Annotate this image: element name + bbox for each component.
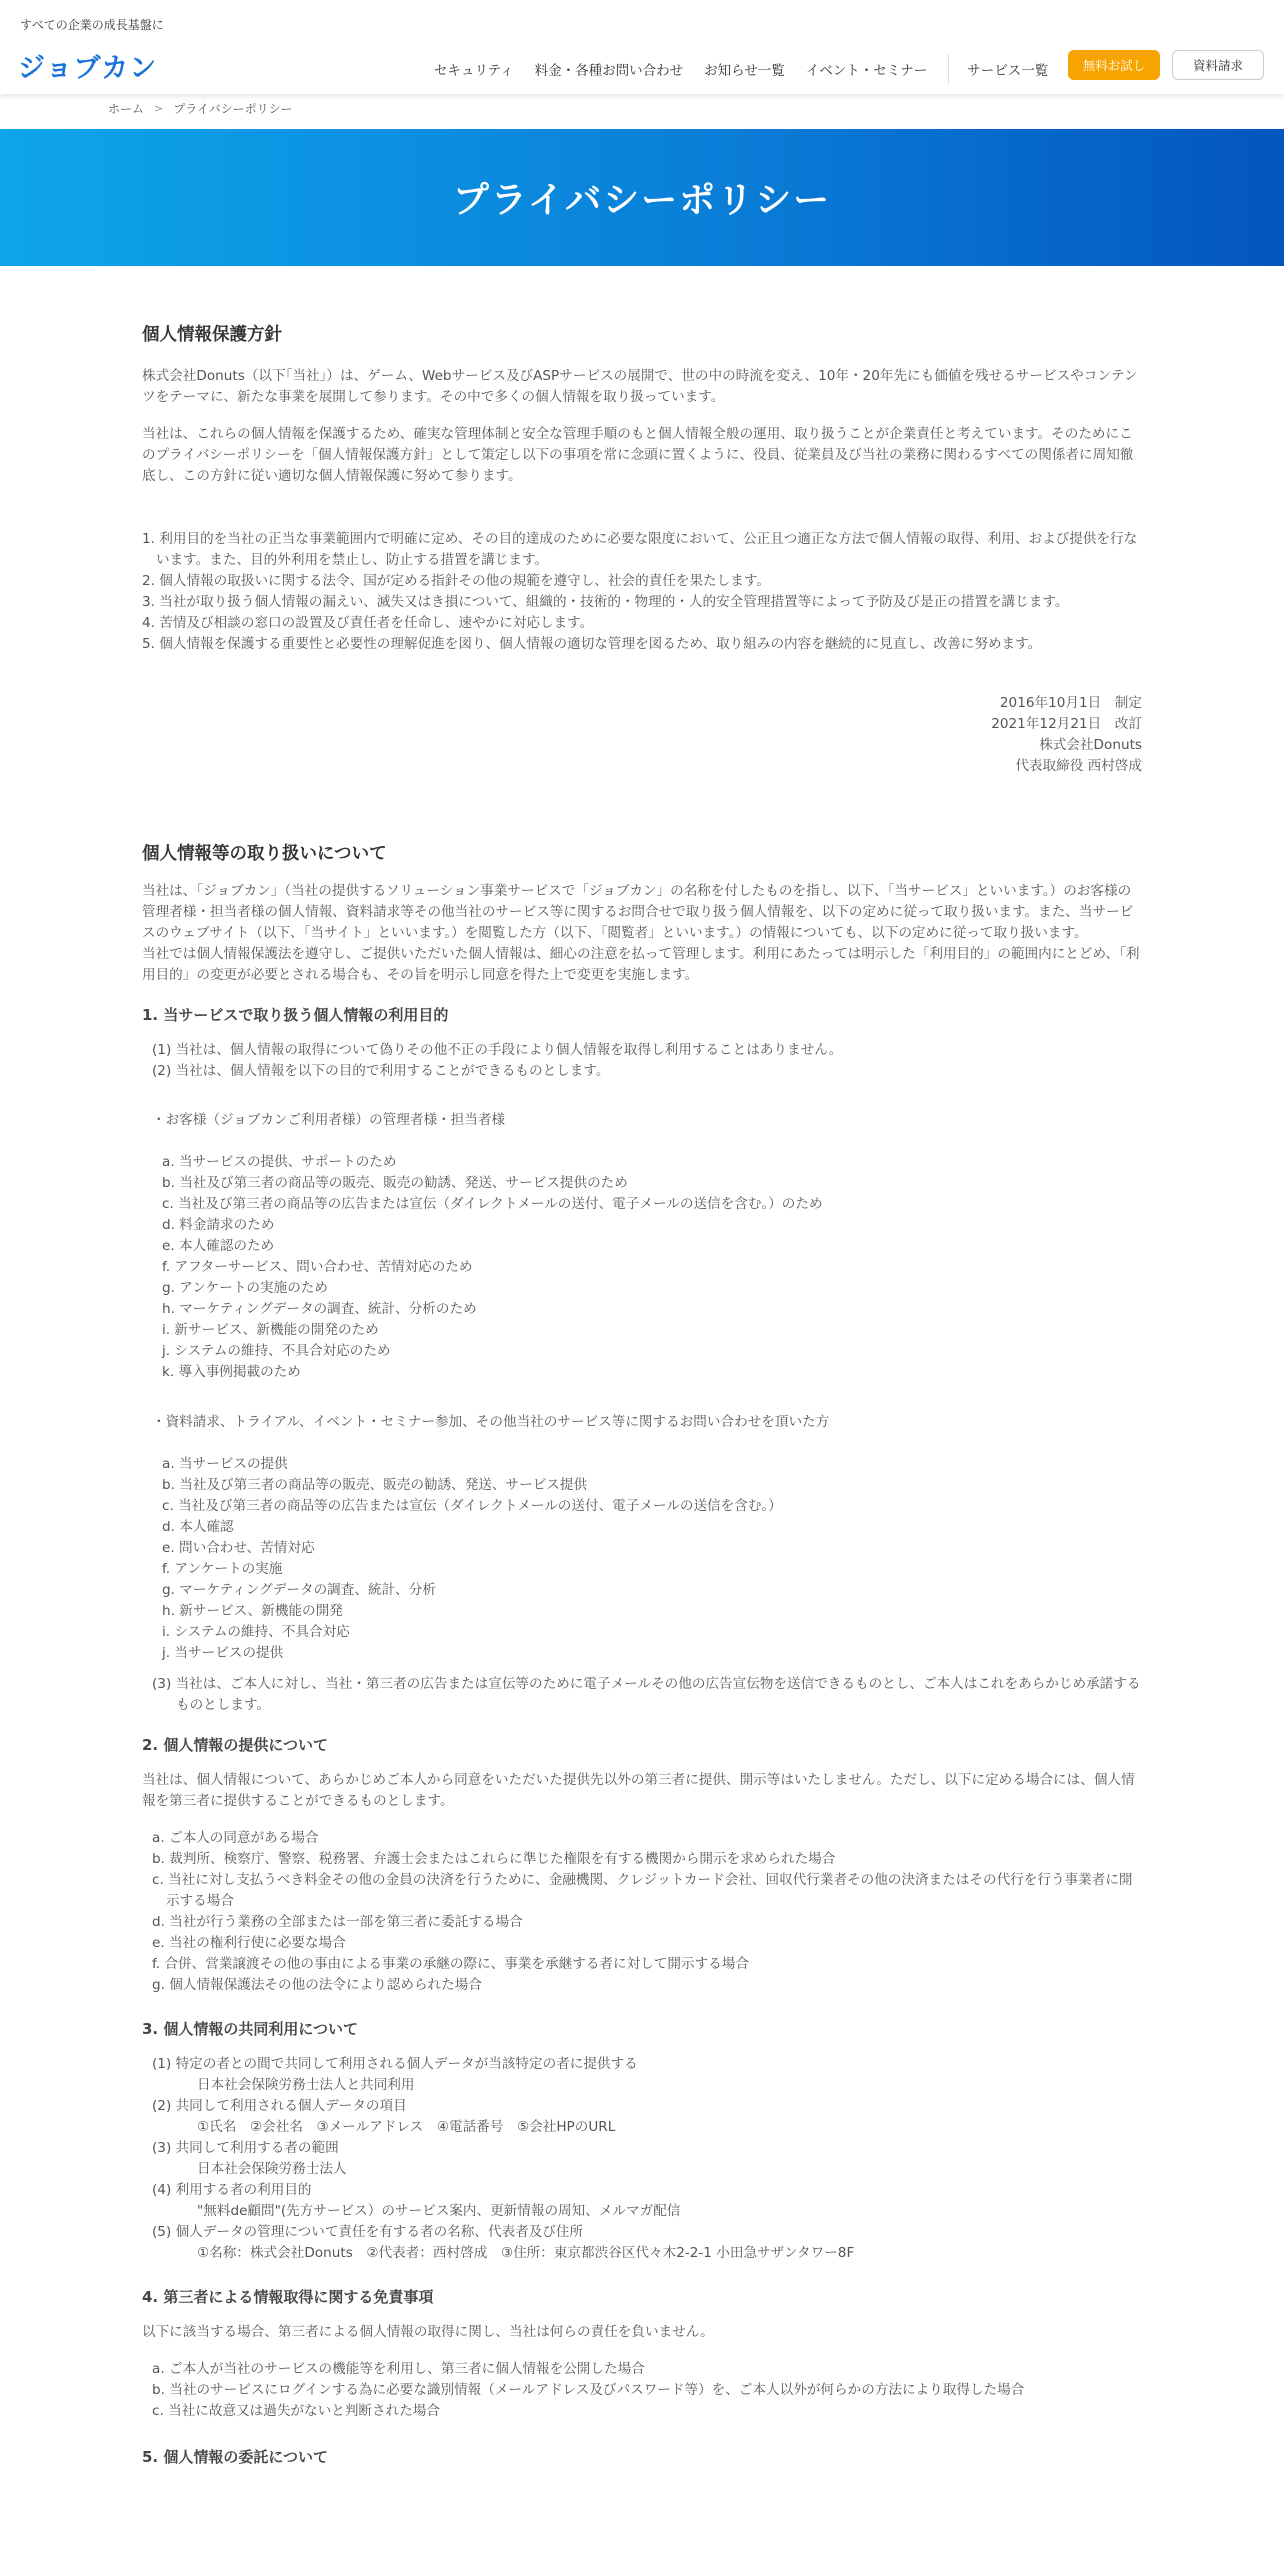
breadcrumb-home[interactable]: ホーム <box>108 102 145 116</box>
list-item: (3) 共同して利用する者の範囲 <box>152 2140 339 2156</box>
logo[interactable]: ジョブカン <box>18 53 158 84</box>
section-title: 3. 個人情報の共同利用について <box>142 2020 359 2038</box>
policy-list <box>142 529 1142 655</box>
list-item: 2. 個人情報の取扱いに関する法令、国が定める指針その他の規範を遵守し、社会的責任を果たします。 <box>142 573 770 589</box>
list-item: g. アンケートの実施のため <box>162 1280 328 1296</box>
list-item: d. 当社が行う業務の全部または一部を第三者に委託する場合 <box>152 1914 523 1930</box>
list-item-detail: 日本社会保険労務士法人と共同利用 <box>197 2077 415 2093</box>
list-item-detail: "無料de顧問"(先方サービス）のサービス案内、更新情報の周知、メルマガ配信 <box>197 2203 681 2219</box>
list-item: c. 当社及び第三者の商品等の広告または宣伝（ダイレクトメールの送付、電子メールの送信を含む。） <box>162 1498 782 1514</box>
date-established: 2016年10月1日 制定 <box>999 695 1142 711</box>
list-item: d. 料金請求のため <box>162 1217 275 1233</box>
list-item-detail: ①氏名 ②会社名 ③メールアドレス ④電話番号 ⑤会社HPのURL <box>197 2119 616 2135</box>
date-revised: 2021年12月21日 改訂 <box>991 716 1142 732</box>
section-title: 4. 第三者による情報取得に関する免責事項 <box>142 2288 434 2306</box>
company-name: 株式会社Donuts <box>1039 737 1142 753</box>
list-item: h. 新サービス、新機能の開発 <box>162 1603 343 1619</box>
section-title: 1. 当サービスで取り扱う個人情報の利用目的 <box>142 1006 449 1024</box>
list-item: h. マーケティングデータの調査、統計、分析のため <box>162 1301 477 1317</box>
list-item: e. 当社の権利行使に必要な場合 <box>152 1935 346 1951</box>
site-header <box>0 0 1284 94</box>
list-item-detail: ①名称：株式会社Donuts ②代表者：西村啓成 ③住所：東京都渋谷区代々木2-2-1 小田急サザンタワー8F <box>197 2245 855 2261</box>
handling-intro: 当社では個人情報保護法を遵守し、ご提供いただいた個人情報は、細心の注意を払って管理します。利用にあたっては明示した「利用目的」の範囲内にとどめ、「利用目的」の変更が必要とされる場合も、その旨を明示し同意を得た上で変更を実施します。 <box>142 946 1140 983</box>
list-item: k. 導入事例掲載のため <box>162 1364 301 1380</box>
list-item: (4) 利用する者の利用目的 <box>152 2182 312 2198</box>
handling-intro: 当社は、「ジョブカン」（当社の提供するソリューション事業サービスで「ジョブカン」の名称を付したものを指し、以下、「当サービス」といいます。）のお客様の管理者様・担当者様の個人情報、資料請求等その他当社のサービス等に関するお問合せで取り扱う個人情報を、以下の定めに従って取り扱います。また、当サービスのウェブサイト（以下、「当サイト」といいます。）を閲覧した方（以下、「閲覧者」といいます。）の情報についても、以下の定めに従って取り扱います。 <box>142 883 1134 941</box>
provision-list <box>142 1828 1142 1996</box>
list-item: (3) 当社は、ご本人に対し、当社・第三者の広告または宣伝等のために電子メールその他の広告宣伝物を送信できるものとし、ご本人はこれをあらかじめ承諾するものとします。 <box>152 1676 1141 1713</box>
nav-news[interactable]: お知らせ一覧 <box>704 63 785 79</box>
policy-heading: 個人情報保護方針 <box>142 325 282 345</box>
purpose-list <box>142 1454 1142 1664</box>
breadcrumb <box>108 100 293 117</box>
list-item: b. 裁判所、検察庁、警察、税務署、弁護士会またはこれらに準じた権限を有する機関から開示を求められた場合 <box>152 1851 836 1867</box>
list-item: (2) 共同して利用される個人データの項目 <box>152 2098 407 2114</box>
list-item: a. ご本人の同意がある場合 <box>152 1830 319 1846</box>
list-item: a. 当サービスの提供、サポートのため <box>162 1154 397 1170</box>
list-item: 1. 利用目的を当社の正当な事業範囲内で明確に定め、その目的達成のために必要な限度において、公正且つ適正な方法で個人情報の取得、利用、および提供を行ないます。また、目的外利用を禁止し、防止する措置を講じます。 <box>142 531 1138 568</box>
list-item: e. 問い合わせ、苦情対応 <box>162 1540 315 1556</box>
representative: 代表取締役 西村啓成 <box>1015 758 1142 774</box>
policy-dates <box>142 693 1142 777</box>
purpose-list <box>142 1152 1142 1383</box>
list-item: (2) 当社は、個人情報を以下の目的で利用することができるものとします。 <box>152 1063 610 1079</box>
list-item: (5) 個人データの管理について責任を有する者の名称、代表者及び住所 <box>152 2224 584 2240</box>
group-title: ・お客様（ジョブカンご利用者様）の管理者様・担当者様 <box>152 1112 506 1128</box>
list-item: b. 当社及び第三者の商品等の販売、販売の勧誘、発送、サービス提供 <box>162 1477 588 1493</box>
list-item: (1) 当社は、個人情報の取得について偽りその他不正の手段により個人情報を取得し利用することはありません。 <box>152 1042 843 1058</box>
list-item-detail: 日本社会保険労務士法人 <box>197 2161 347 2177</box>
nav-pricing-contact[interactable]: 料金・各種お問い合わせ <box>534 63 684 79</box>
breadcrumb-current: プライバシーポリシー <box>173 102 293 116</box>
hero-banner <box>0 129 1284 266</box>
list-item: e. 本人確認のため <box>162 1238 275 1254</box>
nav-services[interactable]: サービス一覧 <box>967 63 1049 79</box>
list-item: c. 当社及び第三者の商品等の広告または宣伝（ダイレクトメールの送付、電子メールの送信を含む。）のため <box>162 1196 823 1212</box>
list-item: j. 当サービスの提供 <box>162 1645 284 1661</box>
page-title: プライバシーポリシー <box>452 180 832 221</box>
section-title: 2. 個人情報の提供について <box>142 1736 329 1754</box>
list-item: d. 本人確認 <box>162 1519 234 1535</box>
list-item: 3. 当社が取り扱う個人情報の漏えい、滅失又はき損について、組織的・技術的・物理的・人的安全管理措置等によって予防及び是正の措置を講じます。 <box>142 594 1069 610</box>
list-item: a. ご本人が当社のサービスの機能等を利用し、第三者に個人情報を公開した場合 <box>152 2361 645 2377</box>
policy-paragraph: 株式会社Donuts（以下｢当社｣）は、ゲーム、Webサービス及びASPサービスの展開で、世の中の時流を変え、10年・20年先にも価値を残せるサービスやコンテンツをテーマに、新たな事業を展開して参ります。その中で多くの個人情報を取り扱っています。 <box>142 368 1138 405</box>
main-nav <box>434 54 1069 84</box>
nav-security[interactable]: セキュリティ <box>434 63 514 79</box>
nav-divider <box>948 54 949 84</box>
disclaimer-list <box>142 2359 1142 2422</box>
list-item: (1) 特定の者との間で共同して利用される個人データが当該特定の者に提供する <box>152 2056 638 2072</box>
list-item: f. アンケートの実施 <box>162 1561 283 1577</box>
tagline: すべての企業の成長基盤に <box>20 18 164 32</box>
list-item: g. マーケティングデータの調査、統計、分析 <box>162 1582 436 1598</box>
group-title: ・資料請求、トライアル、イベント・セミナー参加、その他当社のサービス等に関するお問い合わせを頂いた方 <box>152 1414 830 1430</box>
list-item: b. 当社及び第三者の商品等の販売、販売の勧誘、発送、サービス提供のため <box>162 1175 628 1191</box>
list-item: c. 当社に故意又は過失がないと判断された場合 <box>152 2403 440 2419</box>
free-trial-button[interactable]: 無料お試し <box>1068 50 1160 80</box>
policy-paragraph: 当社は、これらの個人情報を保護するため、確実な管理体制と安全な管理手順のもと個人情報全般の運用、取り扱うことが企業責任と考えています。そのためにこのプライバシーポリシーを「個人情報保護方針」として策定し以下の事項を常に念頭に置くように、役員、従業員及び当社の業務に関わるすべての関係者に周知徹底し、この方針に従い適切な個人情報保護に努めて参ります。 <box>142 426 1134 484</box>
list-item: 4. 苦情及び相談の窓口の設置及び責任者を任命し、速やかに対応します。 <box>142 615 594 631</box>
list-item: i. システムの維持、不具合対応 <box>162 1624 350 1640</box>
section-paragraph: 当社は、個人情報について、あらかじめご本人から同意をいただいた提供先以外の第三者に提供、開示等はいたしません。ただし、以下に定める場合には、個人情報を第三者に提供することができるものとします。 <box>142 1772 1135 1809</box>
list-item: a. 当サービスの提供 <box>162 1456 288 1472</box>
handling-heading: 個人情報等の取り扱いについて <box>142 844 387 864</box>
list-item: g. 個人情報保護法その他の法令により認められた場合 <box>152 1977 482 1993</box>
joint-use-list <box>142 2054 1142 2264</box>
chevron-right-icon: > <box>154 102 164 115</box>
list-item: b. 当社のサービスにログインする為に必要な識別情報（メールアドレス及びパスワード等）を、ご本人以外が何らかの方法により取得した場合 <box>152 2382 1025 2398</box>
nav-events[interactable]: イベント・セミナー <box>805 63 928 79</box>
list-item: 5. 個人情報を保護する重要性と必要性の理解促進を図り、個人情報の適切な管理を図るため、取り組みの内容を継続的に見直し、改善に努めます。 <box>142 636 1042 652</box>
request-docs-button[interactable]: 資料請求 <box>1172 50 1264 80</box>
main-content <box>142 320 1142 2470</box>
list-item: i. 新サービス、新機能の開発のため <box>162 1322 379 1338</box>
list-item: f. 合併、営業譲渡その他の事由による事業の承継の際に、事業を承継する者に対して開示する場合 <box>152 1956 749 1972</box>
list-item: f. アフターサービス、問い合わせ、苦情対応のため <box>162 1259 473 1275</box>
list-item: j. システムの維持、不具合対応のため <box>162 1343 391 1359</box>
section-title: 5. 個人情報の委託について <box>142 2448 329 2466</box>
section-paragraph: 以下に該当する場合、第三者による個人情報の取得に関し、当社は何らの責任を負いません。 <box>142 2324 714 2340</box>
list-item: c. 当社に対し支払うべき料金その他の金員の決済を行うために、金融機関、クレジットカード会社、回収代行業者その他の決済またはその代行を行う事業者に開示する場合 <box>152 1872 1133 1909</box>
